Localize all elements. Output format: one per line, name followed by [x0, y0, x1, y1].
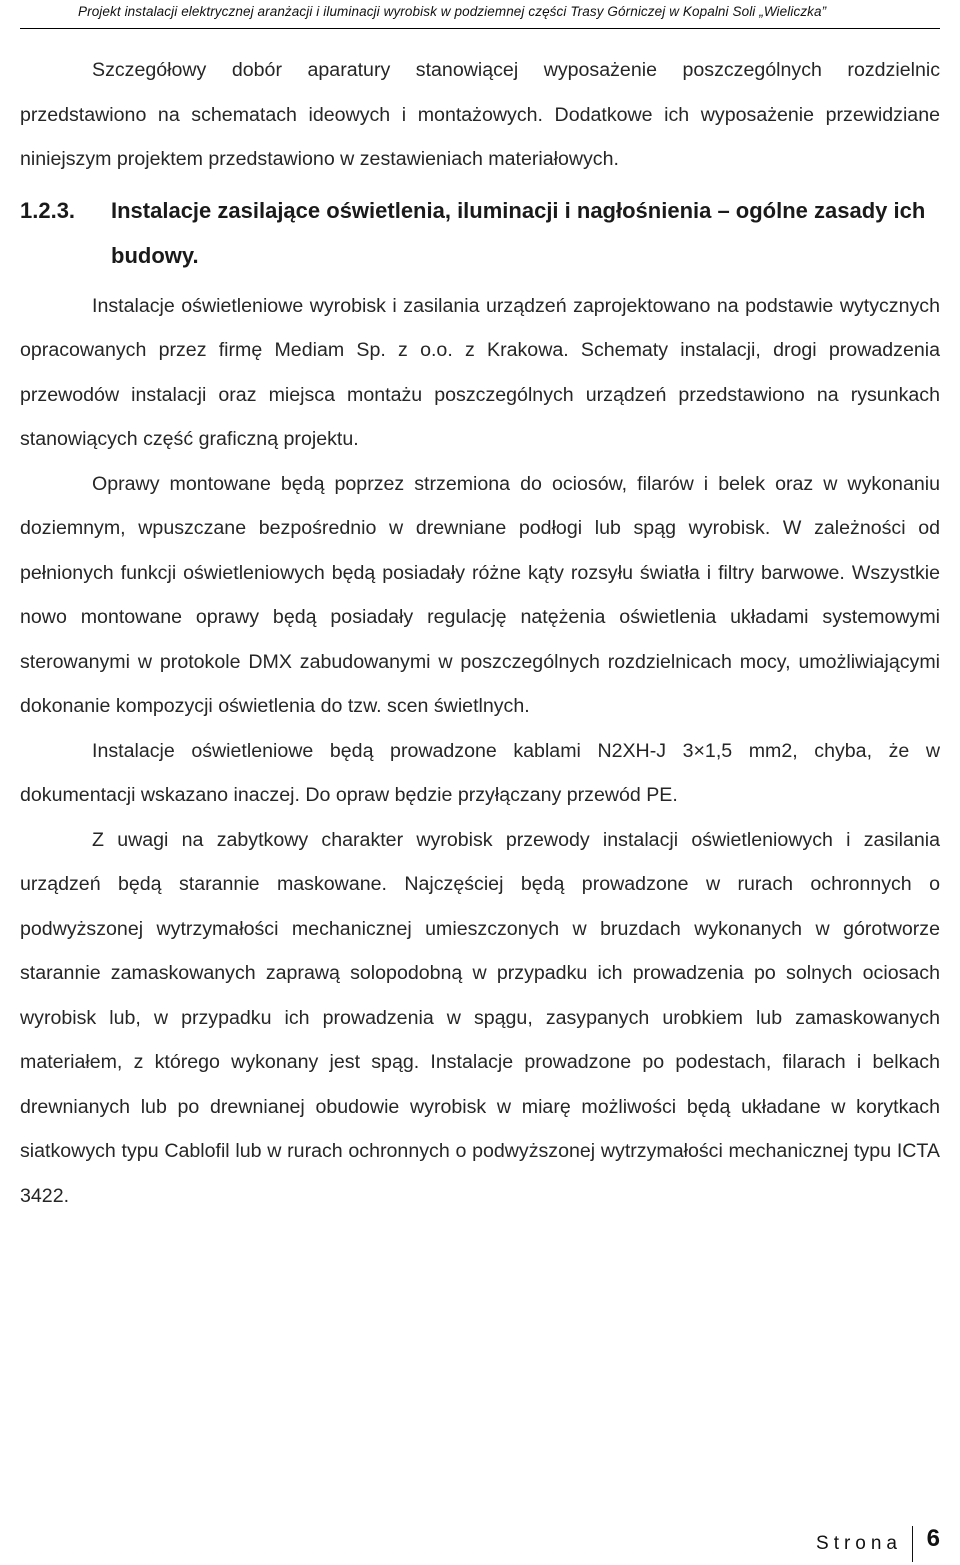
document-title: Projekt instalacji elektrycznej aranżacji i iluminacji wyrobisk w podziemnej części Trasy Górniczej w Kopalni Soli „Wieliczka”	[78, 4, 827, 19]
intro-paragraph: Szczegółowy dobór aparatury stanowiącej wyposażenie poszczególnych rozdzielnic przedstawiono na schematach ideowych i montażowych. Dodatkowe ich wyposażenie przewidziane niniejszym projektem przedstawiono w zestawieniach materiałowych.	[20, 59, 940, 170]
section-title: Instalacje zasilające oświetlenia, iluminacji i nagłośnienia – ogólne zasady ich budowy.	[111, 197, 926, 268]
paragraph: Z uwagi na zabytkowy charakter wyrobisk przewody instalacji oświetleniowych i zasilania urządzeń będą starannie maskowane. Najczęściej będą prowadzone w rurach ochronnych o podwyższonej wytrzymałości mechanicznej umieszczonych w bruzdach wykonanych w górotworze starannie zamaskowanych zaprawą solopodobną w przypadku ich prowadzenia po solnych ociosach wyrobisk lub, w przypadku ich prowadzenia w spągu, zasypanych urobkiem lub zamaskowanych materiałem, z którego wykonany jest spąg. Instalacje prowadzone po podestach, filarach i belkach drewnianych lub po drewnianej obudowie wyrobisk w miarę możliwości będą układane w korytkach siatkowych typu Cablofil lub w rurach ochronnych o podwyższonej wytrzymałości mechanicznej typu ICTA 3422.	[20, 828, 940, 1207]
page-label: Strona	[816, 1533, 902, 1554]
section-number: 1.2.3.	[20, 197, 76, 223]
footer-divider	[912, 1526, 913, 1562]
paragraph: Instalacje oświetleniowe będą prowadzone kablami N2XH-J 3×1,5 mm2, chyba, że w dokumentacji wskazano inaczej. Do opraw będzie przyłączany przewód PE.	[20, 739, 940, 806]
section-heading	[20, 188, 940, 278]
header-divider	[20, 28, 940, 29]
page-body	[20, 48, 940, 1218]
page-number: 6	[926, 1525, 940, 1552]
paragraph: Oprawy montowane będą poprzez strzemiona do ociosów, filarów i belek oraz w wykonaniu doziemnym, wpuszczane bezpośrednio w drewniane podłogi lub spąg wyrobisk. W zależności od pełnionych funkcji oświetleniowych będą posiadały różne kąty rozsyłu światła i filtry barwowe. Wszystkie nowo montowane oprawy będą posiadały regulację natężenia oświetlenia układami systemowymi sterowanymi w protokole DMX zabudowanymi w poszczególnych rozdzielnicach mocy, umożliwiającymi dokonanie kompozycji oświetlenia do tzw. scen świetlnych.	[20, 472, 940, 717]
paragraph: Instalacje oświetleniowe wyrobisk i zasilania urządzeń zaprojektowano na podstawie wytycznych opracowanych przez firmę Mediam Sp. z o.o. z Krakowa. Schematy instalacji, drogi prowadzenia przewodów instalacji oraz miejsca montażu poszczególnych urządzeń przedstawiono na rysunkach stanowiących część graficzną projektu.	[20, 294, 940, 450]
page-header	[0, 0, 960, 26]
